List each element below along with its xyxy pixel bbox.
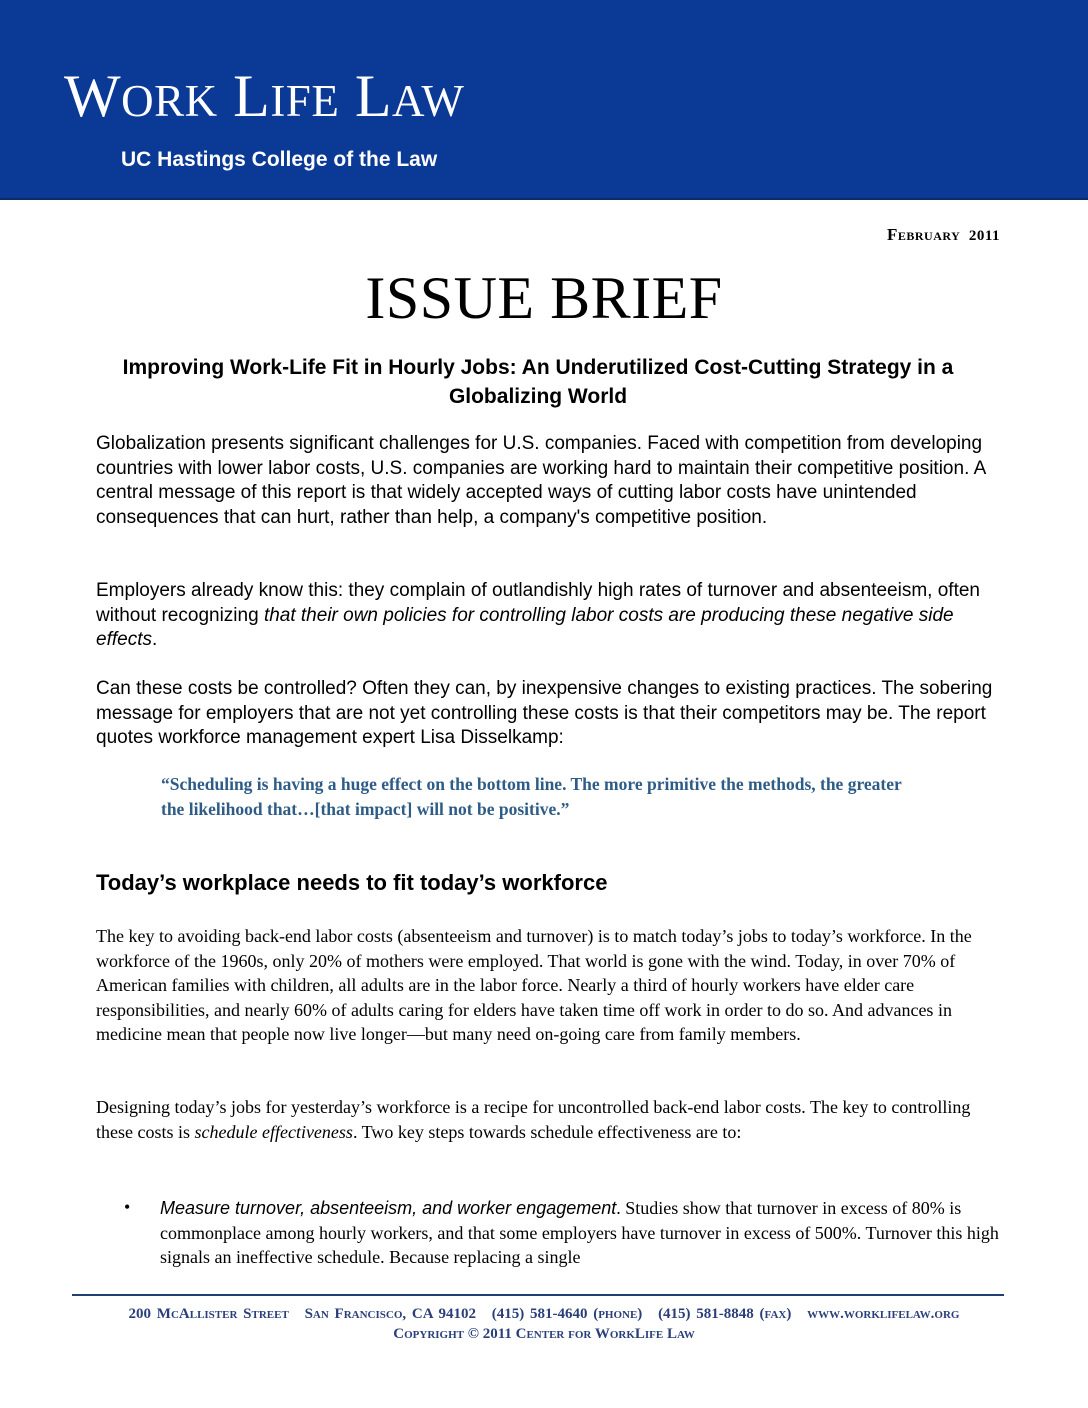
paragraph-emphasis: that their own policies for controlling labor costs are producing these negative side effects (96, 604, 954, 650)
footer-website-link[interactable]: www.worklifelaw.org (807, 1306, 960, 1322)
org-subtitle: UC Hastings College of the Law (121, 148, 438, 171)
intro-paragraph-2 (96, 579, 1001, 653)
banner-divider (0, 198, 1088, 200)
document-type-heading: ISSUE BRIEF (365, 265, 723, 331)
org-name-letter: W (64, 63, 122, 129)
footer-phone: (415) 581-4640 (phone) (491, 1306, 643, 1322)
org-name-letter: L (354, 63, 392, 129)
paragraph-text: . (151, 629, 158, 650)
org-name-letter: L (233, 63, 271, 129)
section-heading: Today’s workplace needs to fit today’s workforce (96, 870, 608, 895)
bullet-lead: Measure turnover, absenteeism, and worker engagement (160, 1198, 617, 1218)
issue-date (887, 225, 1000, 245)
org-name-part: IFE (270, 76, 340, 126)
footer-address: 200 McAllister Street (128, 1306, 289, 1322)
org-name-part: ORK (121, 76, 218, 126)
intro-paragraph-3: Can these costs be controlled? Often they can, by inexpensive changes to existing practices. The sobering message for employers that are not yet controlling these costs is that their competitors may be. The report quotes workforce management expert Lisa Disselkamp: (96, 678, 993, 748)
bullet-item (160, 1196, 1005, 1270)
bullet-icon: • (124, 1197, 131, 1217)
section-paragraph-2 (96, 1095, 1001, 1144)
brief-title: Improving Work-Life Fit in Hourly Jobs: An Underutilized Cost-Cutting Strategy in a Globalizing World (122, 356, 954, 408)
paragraph-text: Employers already know this: they complain of outlandishly high rates of turnover and absenteeism, often without recognizing (96, 580, 980, 626)
date-month: February (887, 225, 961, 244)
footer-copyright: Copyright © 2011 Center for WorkLife Law (393, 1326, 695, 1342)
expert-quote: “Scheduling is having a huge effect on the bottom line. The more primitive the methods, the greater the likelihood that…[that impact] will not be positive.” (161, 774, 902, 819)
paragraph-text: Designing today’s jobs for yesterday’s workforce is a recipe for uncontrolled back-end labor costs. The key to controlling these costs is (96, 1097, 971, 1142)
section-paragraph-1: The key to avoiding back-end labor costs (absenteeism and turnover) is to match today’s jobs to today’s workforce. In the workforce of the 1960s, only 20% of mothers were employed. That world is gone with the wind. Today, in over 70% of American families with children, all adults are in the labor force. Nearly a third of hourly workers have elder care responsibilities, and nearly 60% of adults caring for elders have taken time off work in order to do so. And advances in medicine mean that people now live longer—but many need on-going care from family members. (96, 926, 972, 1044)
footer-contact (0, 1306, 1088, 1323)
org-name (64, 63, 465, 129)
footer-city: San Francisco, CA 94102 (304, 1306, 476, 1322)
bullet-body: . Studies show that turnover in excess of 80% is commonplace among hourly workers, and that some employers have turnover in excess of 500%. Turnover this high signals an ineffective schedule. Because replacing a single (160, 1198, 999, 1267)
footer-divider (72, 1294, 1004, 1296)
paragraph-emphasis: schedule effectiveness (194, 1121, 353, 1142)
paragraph-text: . Two key steps towards schedule effectiveness are to: (352, 1121, 742, 1142)
org-name-part: AW (391, 76, 465, 126)
footer-fax: (415) 581-8848 (fax) (658, 1306, 792, 1322)
date-year: 2011 (968, 228, 1000, 244)
intro-paragraph-1: Globalization presents significant challenges for U.S. companies. Faced with competition from developing countries with lower labor costs, U.S. companies are working hard to maintain their competitive position. A central message of this report is that widely accepted ways of cutting labor costs have unintended consequences that can hurt, rather than help, a company's competitive position. (96, 433, 986, 528)
header-banner (0, 0, 1088, 198)
